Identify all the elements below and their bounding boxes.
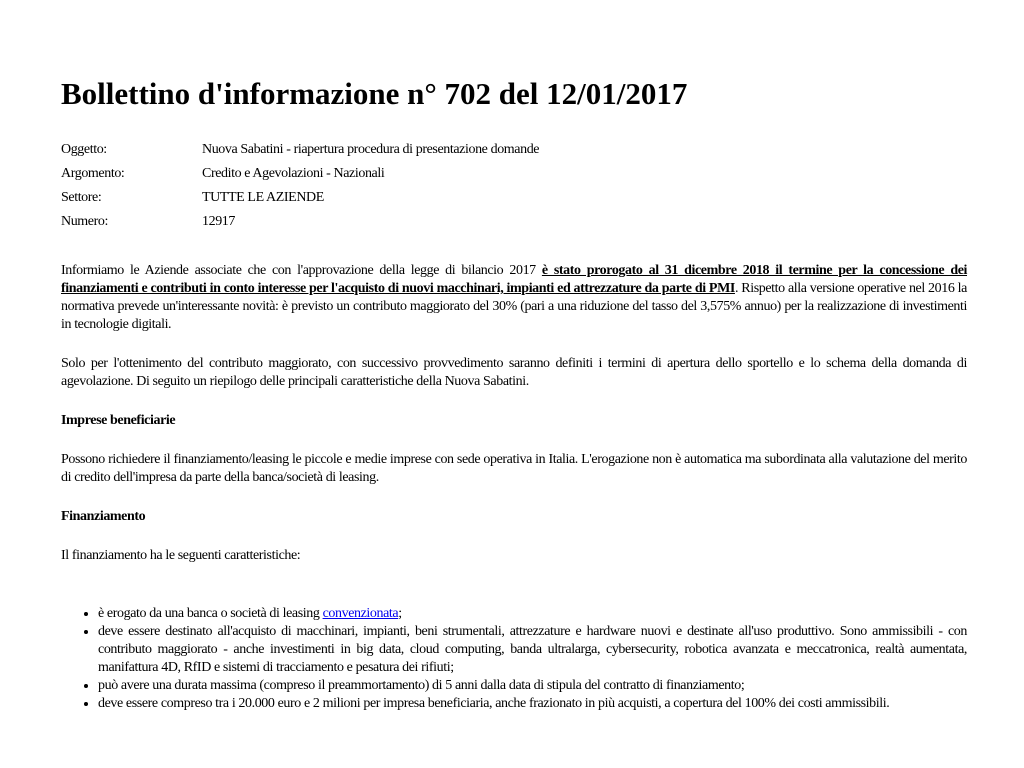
- imprese-paragraph: Possono richiedere il finanziamento/leasing le piccole e medie imprese con sede operativa in Italia. L'erogazione non è automatica ma subordinata alla valutazione del merito di credito dell'impresa da parte della banca/società di leasing.: [61, 452, 967, 485]
- page-title: Bollettino d'informazione n° 702 del 12/01/2017: [61, 76, 688, 111]
- intro-paragraph: [61, 262, 967, 334]
- list-item: [98, 605, 967, 623]
- meta-row-numero: [61, 210, 539, 234]
- meta-key: Numero:: [61, 214, 108, 229]
- meta-key: Oggetto:: [61, 142, 107, 157]
- summary-paragraph: Solo per l'ottenimento del contributo maggiorato, con successivo provvedimento saranno definiti i termini di apertura dello sportello e lo schema della domanda di agevolazione. Di seguito un riepilogo delle principali caratteristiche della Nuova Sabatini.: [61, 356, 967, 389]
- intro-text-start: Informiamo le Aziende associate che con l'approvazione della legge di bilancio 2017: [61, 263, 542, 278]
- meta-row-settore: [61, 186, 539, 210]
- meta-value: TUTTE LE AZIENDE: [202, 190, 324, 205]
- list-item-text: è erogato da una banca o società di leasing: [98, 606, 323, 621]
- meta-value: Credito e Agevolazioni - Nazionali: [202, 166, 385, 181]
- finanziamento-list: [61, 605, 967, 713]
- list-item: • deve essere compreso tra i 20.000 euro e 2 milioni per impresa beneficiaria, anche frazionato in più acquisti, a copertura del 100% dei costi ammissibili.: [98, 695, 967, 713]
- intro-highlight: è stato prorogato al 31 dicembre 2018 il termine per la concessione dei finanziamenti e contributi in conto interesse per l'acquisto di nuovi macchinari, impianti ed attrezzature da parte di PMI: [61, 263, 968, 296]
- meta-key: Settore:: [61, 190, 102, 205]
- intro-text-end: . Rispetto alla versione operative nel 2016 la normativa prevede un'interessante novità: è previsto un contributo maggiorato del 30% (pari a una riduzione del tasso del 3,575% annuo) per la realizzazione di investimenti in tecnologie digitali.: [61, 281, 967, 332]
- convenzionata-link[interactable]: convenzionata: [322, 606, 399, 621]
- list-item-text: ;: [398, 606, 402, 621]
- list-item: • può avere una durata massima (compreso il preammortamento) di 5 anni dalla data di stipula del contratto di finanziamento;: [98, 677, 967, 695]
- section-heading-finanziamento: Finanziamento: [61, 509, 146, 524]
- meta-value: Nuova Sabatini - riapertura procedura di presentazione domande: [202, 142, 540, 157]
- section-heading-imprese: Imprese beneficiarie: [61, 413, 176, 428]
- meta-row-oggetto: [61, 138, 539, 162]
- meta-key: Argomento:: [61, 166, 125, 181]
- document-body: [61, 262, 967, 713]
- meta-value: 12917: [202, 214, 236, 229]
- metadata-table: [61, 138, 539, 234]
- list-item: • deve essere destinato all'acquisto di macchinari, impianti, beni strumentali, attrezzature e hardware nuovi e destinate all'uso produttivo. Sono ammissibili - con contributo maggiorato - anche investimenti in big data, cloud computing, banda ultralarga, cybersecurity, robotica avanzata e meccatronica, realtà aumentata, manifattura 4D, RfID e sistemi di tracciamento e pesatura dei rifiuti;: [98, 623, 967, 677]
- finanziamento-lead: Il finanziamento ha le seguenti caratteristiche:: [61, 548, 301, 563]
- meta-row-argomento: [61, 162, 539, 186]
